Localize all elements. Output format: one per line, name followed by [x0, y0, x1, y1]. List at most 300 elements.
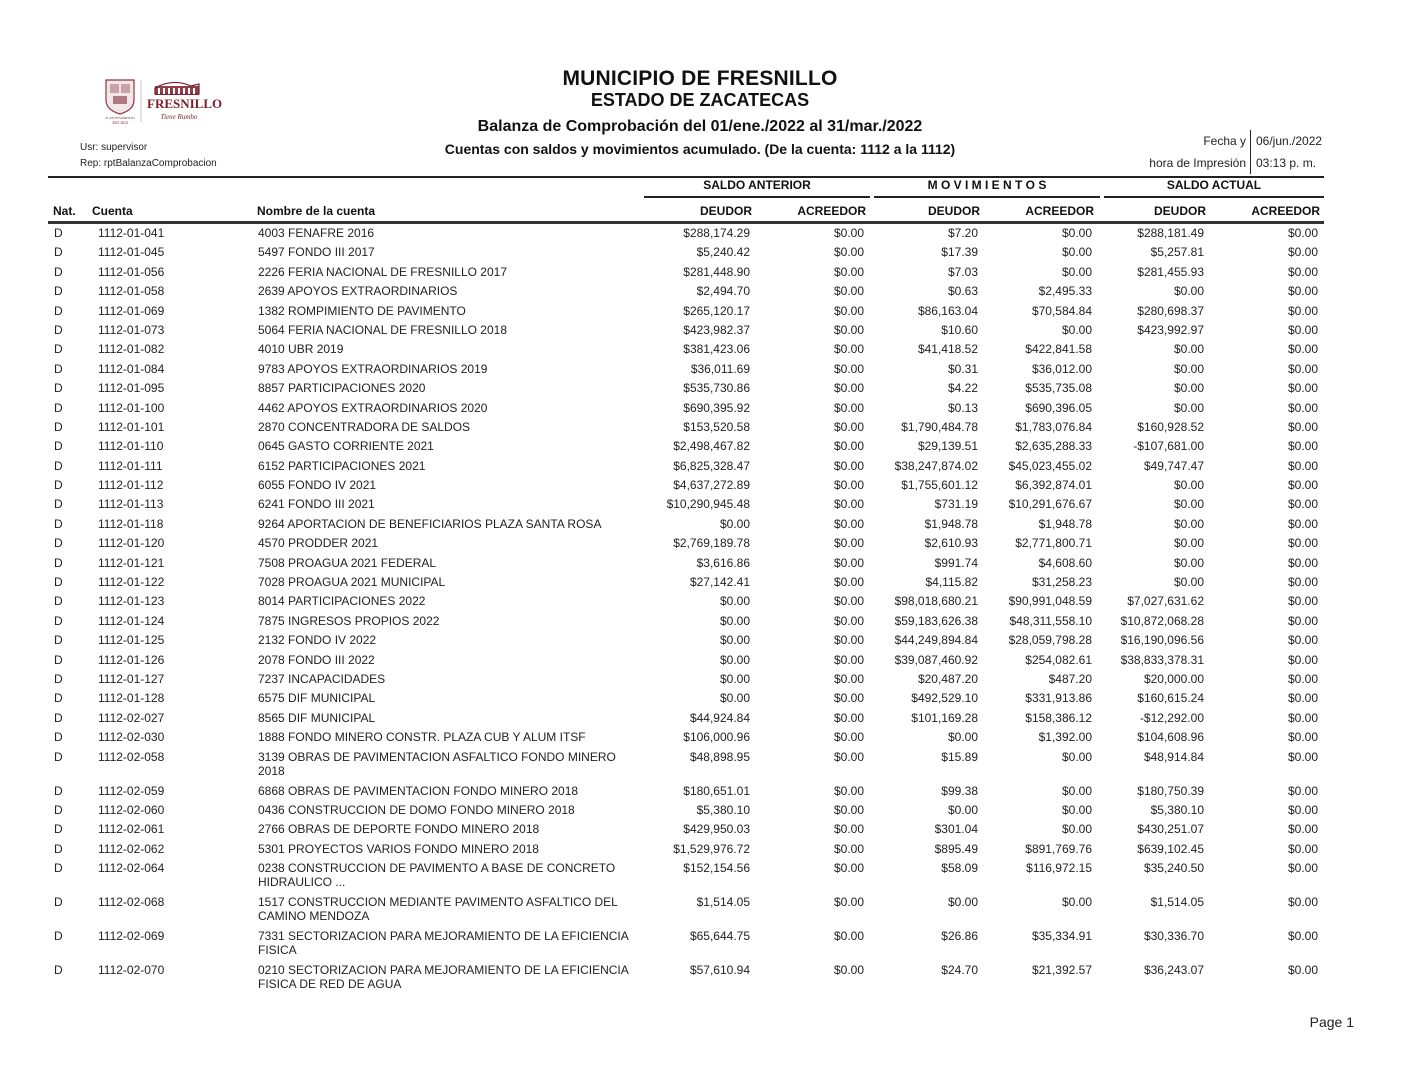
movement-credit: $1,948.78 [1038, 516, 1092, 531]
prev-balance-credit: $0.00 [833, 381, 864, 396]
page-title: MUNICIPIO DE FRESNILLO [562, 67, 838, 90]
table-row [48, 226, 1318, 245]
group-saldo-anterior: SALDO ANTERIOR [703, 178, 811, 192]
prev-balance-credit: $0.00 [833, 458, 864, 473]
movement-debit: $39,087,460.92 [894, 652, 978, 667]
current-balance-debit: $0.00 [1173, 497, 1204, 512]
current-balance-credit: $0.00 [1287, 652, 1318, 667]
nat-cell: D [54, 361, 63, 376]
account-code: 1112-02-062 [98, 841, 165, 856]
prev-balance-debit: $180,651.01 [683, 783, 750, 798]
movement-credit: $891,769.76 [1025, 841, 1092, 856]
account-code: 1112-01-111 [98, 458, 163, 473]
current-balance-debit: $5,380.10 [1150, 802, 1204, 817]
current-balance-credit: $0.00 [1287, 284, 1318, 299]
movement-debit: $7.20 [947, 226, 978, 240]
prev-balance-credit: $0.00 [833, 400, 864, 415]
prev-balance-credit: $0.00 [833, 861, 864, 876]
account-code: 1112-01-110 [98, 439, 164, 454]
movement-debit: $0.63 [947, 284, 978, 299]
table-row [48, 803, 1318, 822]
nat-cell: D [54, 226, 63, 240]
table-row [48, 497, 1318, 516]
nat-cell: D [54, 652, 63, 667]
account-name: 8014 PARTICIPACIONES 2022 [258, 594, 426, 609]
movement-debit: $99.38 [941, 783, 978, 798]
movement-debit: $991.74 [934, 555, 978, 570]
account-code: 1112-01-124 [98, 613, 165, 628]
account-code: 1112-01-118 [98, 516, 164, 531]
prev-balance-debit: $2,494.70 [696, 284, 750, 299]
movement-debit: $1,790,484.78 [901, 419, 978, 434]
account-name: 5497 FONDO III 2017 [258, 245, 375, 260]
account-name: 6055 FONDO IV 2021 [258, 478, 377, 493]
nat-cell: D [54, 671, 63, 686]
current-balance-debit: -$107,681.00 [1133, 439, 1204, 454]
current-balance-credit: $0.00 [1287, 516, 1318, 531]
current-balance-debit: $104,608.96 [1137, 730, 1204, 745]
account-code: 1112-02-030 [98, 730, 165, 745]
movement-credit: $2,771,800.71 [1015, 536, 1092, 551]
group-divider [874, 196, 1100, 198]
nat-cell: D [54, 478, 63, 493]
current-balance-credit: $0.00 [1287, 400, 1318, 415]
account-code: 1112-02-070 [98, 963, 165, 978]
movement-credit: $4,608.60 [1038, 555, 1092, 570]
current-balance-credit: $0.00 [1287, 963, 1318, 978]
movement-debit: $4,115.82 [925, 575, 978, 590]
nat-cell: D [54, 633, 63, 648]
current-balance-credit: $0.00 [1287, 264, 1318, 279]
account-code: 1112-01-128 [98, 691, 165, 706]
current-balance-credit: $0.00 [1287, 322, 1318, 337]
current-balance-credit: $0.00 [1287, 458, 1318, 473]
prev-balance-credit: $0.00 [833, 419, 864, 434]
prev-balance-credit: $0.00 [833, 802, 864, 817]
nat-cell: D [54, 536, 63, 551]
current-balance-debit: $36,243.07 [1143, 963, 1204, 978]
municipal-logo [103, 76, 227, 126]
prev-balance-credit: $0.00 [833, 633, 864, 648]
movement-credit: $422,841.58 [1025, 342, 1092, 357]
prev-balance-debit: $690,395.92 [683, 400, 750, 415]
movement-credit: $1,783,076.84 [1015, 419, 1092, 434]
nat-cell: D [54, 749, 63, 764]
movement-debit: $10.60 [941, 322, 978, 337]
current-balance-debit: $430,251.07 [1137, 822, 1204, 837]
table-row [48, 342, 1318, 361]
account-name: 2226 FERIA NACIONAL DE FRESNILLO 2017 [258, 264, 507, 279]
account-code: 1112-01-058 [98, 284, 165, 299]
nat-cell: D [54, 400, 63, 415]
nat-cell: D [54, 861, 63, 876]
prev-balance-debit: $429,950.03 [683, 822, 750, 837]
prev-balance-credit: $0.00 [833, 497, 864, 512]
prev-balance-credit: $0.00 [833, 555, 864, 570]
prev-balance-credit: $0.00 [833, 841, 864, 856]
current-balance-debit: $0.00 [1173, 516, 1204, 531]
current-balance-debit: $288,181.49 [1137, 226, 1204, 240]
table-row [48, 895, 1318, 929]
prev-balance-debit: $27,142.41 [689, 575, 750, 590]
movement-debit: $0.00 [947, 895, 978, 910]
movement-debit: $731.19 [934, 497, 978, 512]
prev-balance-credit: $0.00 [833, 749, 864, 764]
movement-credit: $116,972.15 [1026, 861, 1092, 876]
current-balance-credit: $0.00 [1287, 439, 1318, 454]
account-name: 7331 SECTORIZACION PARA MEJORAMIENTO DE LA EFICIENCIA FISICA [258, 929, 629, 958]
movement-debit: $26.86 [941, 929, 978, 944]
movement-credit: $0.00 [1061, 822, 1092, 837]
group-divider [1104, 196, 1324, 198]
current-balance-debit: $639,102.45 [1137, 841, 1204, 856]
table-row [48, 691, 1318, 710]
nat-cell: D [54, 594, 63, 609]
prev-balance-debit: $106,000.96 [683, 730, 750, 745]
prev-balance-credit: $0.00 [833, 439, 864, 454]
prev-balance-credit: $0.00 [833, 783, 864, 798]
current-balance-debit: $38,833,378.31 [1120, 652, 1204, 667]
table-row [48, 304, 1318, 323]
prev-balance-debit: $535,730.86 [683, 381, 750, 396]
prev-balance-credit: $0.00 [833, 284, 864, 299]
movement-credit: $2,495.33 [1038, 284, 1092, 299]
movement-credit: $21,392.57 [1031, 963, 1092, 978]
prev-balance-credit: $0.00 [833, 671, 864, 686]
nat-cell: D [54, 458, 63, 473]
nat-cell: D [54, 264, 63, 279]
current-balance-debit: $180,750.39 [1137, 783, 1204, 798]
current-balance-debit: $160,928.52 [1137, 419, 1204, 434]
nat-cell: D [54, 822, 63, 837]
current-balance-credit: $0.00 [1287, 361, 1318, 376]
movement-credit: $158,386.12 [1025, 710, 1092, 725]
col-nat: Nat. [53, 204, 76, 218]
current-balance-debit: $423,992.97 [1137, 322, 1204, 337]
movement-debit: $44,249,894.84 [894, 633, 978, 648]
account-code: 1112-01-101 [98, 419, 165, 434]
account-code: 1112-01-045 [98, 245, 165, 260]
logo-graphic [103, 76, 227, 126]
print-date: 06/jun./2022 [1250, 130, 1322, 152]
movement-credit: $0.00 [1061, 322, 1092, 337]
table-row [48, 575, 1318, 594]
prev-balance-credit: $0.00 [833, 929, 864, 944]
account-name: 2078 FONDO III 2022 [258, 652, 375, 667]
table-row [48, 245, 1318, 264]
prev-balance-credit: $0.00 [833, 691, 864, 706]
nat-cell: D [54, 381, 63, 396]
movement-debit: $895.49 [934, 841, 978, 856]
current-balance-debit: $20,000.00 [1143, 671, 1204, 686]
account-code: 1112-01-041 [98, 226, 165, 240]
prev-balance-debit: $44,924.84 [689, 710, 750, 725]
account-name: 2639 APOYOS EXTRAORDINARIOS [258, 284, 458, 299]
prev-balance-debit: $2,498,467.82 [673, 439, 750, 454]
account-name: 6575 DIF MUNICIPAL [258, 691, 376, 706]
account-code: 1112-02-061 [98, 822, 165, 837]
current-balance-credit: $0.00 [1287, 419, 1318, 434]
nat-cell: D [54, 613, 63, 628]
prev-balance-debit: $0.00 [719, 594, 750, 609]
current-balance-debit: $30,336.70 [1143, 929, 1204, 944]
table-row [48, 594, 1318, 613]
table-row [48, 556, 1318, 575]
current-balance-credit: $0.00 [1287, 730, 1318, 745]
current-balance-credit: $0.00 [1287, 245, 1318, 260]
table-row [48, 284, 1318, 303]
nat-cell: D [54, 841, 63, 856]
account-name: 5301 PROYECTOS VARIOS FONDO MINERO 2018 [258, 841, 539, 856]
nat-cell: D [54, 895, 63, 910]
accounts-table [48, 226, 1318, 997]
table-row [48, 929, 1318, 963]
prev-balance-debit: $0.00 [719, 671, 750, 686]
account-name: 0436 CONSTRUCCION DE DOMO FONDO MINERO 2018 [258, 802, 575, 817]
nat-cell: D [54, 691, 63, 706]
account-name: 6868 OBRAS DE PAVIMENTACION FONDO MINERO 2018 [258, 783, 579, 798]
movement-debit: $492,529.10 [911, 691, 978, 706]
prev-balance-debit: $153,520.58 [683, 419, 750, 434]
table-row [48, 420, 1318, 439]
account-code: 1112-01-121 [98, 555, 165, 570]
movement-debit: $98,018,680.21 [894, 594, 978, 609]
account-code: 1112-01-095 [98, 381, 165, 396]
prev-balance-debit: $1,529,976.72 [673, 841, 750, 856]
nat-cell: D [54, 245, 63, 260]
account-name: 2766 OBRAS DE DEPORTE FONDO MINERO 2018 [258, 822, 540, 837]
prev-balance-credit: $0.00 [833, 536, 864, 551]
movement-debit: $1,948.78 [924, 516, 978, 531]
movement-debit: $59,183,626.38 [894, 613, 978, 628]
current-balance-credit: $0.00 [1287, 381, 1318, 396]
account-name: 4570 PRODDER 2021 [258, 536, 379, 551]
movement-debit: $17.39 [941, 245, 978, 260]
prev-balance-debit: $0.00 [719, 516, 750, 531]
prev-balance-credit: $0.00 [833, 303, 864, 318]
prev-balance-credit: $0.00 [833, 361, 864, 376]
current-balance-credit: $0.00 [1287, 802, 1318, 817]
account-code: 1112-01-100 [98, 400, 165, 415]
current-balance-credit: $0.00 [1287, 841, 1318, 856]
table-row [48, 362, 1318, 381]
prev-balance-debit: $0.00 [719, 633, 750, 648]
movement-credit: $2,635,288.33 [1015, 439, 1092, 454]
movement-debit: $2,610.93 [924, 536, 978, 551]
table-row [48, 517, 1318, 536]
account-name: 0210 SECTORIZACION PARA MEJORAMIENTO DE LA EFICIENCIA FISICA DE RED DE AGUA [258, 963, 629, 992]
movement-credit: $70,584.84 [1031, 303, 1092, 318]
table-row [48, 963, 1318, 997]
account-name: 4003 FENAFRE 2016 [258, 226, 375, 240]
table-row [48, 711, 1318, 730]
movement-credit: $36,012.00 [1031, 361, 1092, 376]
table-row [48, 653, 1318, 672]
current-balance-debit: $0.00 [1173, 555, 1204, 570]
prev-balance-credit: $0.00 [833, 822, 864, 837]
prev-balance-credit: $0.00 [833, 478, 864, 493]
account-code: 1112-01-069 [98, 303, 165, 318]
prev-balance-credit: $0.00 [833, 342, 864, 357]
table-row [48, 401, 1318, 420]
movement-credit: $10,291,676.67 [1008, 497, 1092, 512]
current-balance-credit: $0.00 [1287, 226, 1318, 240]
account-name: 8565 DIF MUNICIPAL [258, 710, 376, 725]
current-balance-credit: $0.00 [1287, 536, 1318, 551]
movement-credit: $1,392.00 [1038, 730, 1092, 745]
account-code: 1112-01-084 [98, 361, 165, 376]
table-row [48, 439, 1318, 458]
current-balance-credit: $0.00 [1287, 710, 1318, 725]
current-balance-debit: $0.00 [1173, 478, 1204, 493]
current-balance-debit: $281,455.93 [1137, 264, 1204, 279]
prev-balance-credit: $0.00 [833, 264, 864, 279]
current-balance-debit: $0.00 [1173, 342, 1204, 357]
movement-debit: $24.70 [941, 963, 978, 978]
account-name: 1382 ROMPIMIENTO DE PAVIMENTO [258, 303, 466, 318]
prev-balance-debit: $5,380.10 [696, 802, 750, 817]
prev-balance-credit: $0.00 [833, 730, 864, 745]
movement-credit: $535,735.08 [1025, 381, 1092, 396]
current-balance-credit: $0.00 [1287, 342, 1318, 357]
col-cuenta: Cuenta [92, 204, 133, 218]
table-row [48, 478, 1318, 497]
table-row [48, 381, 1318, 400]
table-row [48, 459, 1318, 478]
prev-balance-debit: $288,174.29 [683, 226, 750, 240]
movement-debit: $0.13 [947, 400, 978, 415]
nat-cell: D [54, 497, 63, 512]
report-title: Balanza de Comprobación del 01/ene./2022 al 31/mar./2022 [477, 118, 923, 135]
account-name: 6241 FONDO III 2021 [258, 497, 375, 512]
prev-balance-debit: $0.00 [719, 691, 750, 706]
prev-balance-debit: $57,610.94 [689, 963, 750, 978]
prev-balance-debit: $152,154.56 [683, 861, 750, 876]
account-name: 7508 PROAGUA 2021 FEDERAL [258, 555, 437, 570]
movement-credit: $0.00 [1061, 226, 1092, 240]
account-code: 1112-02-059 [98, 783, 165, 798]
current-balance-debit: $280,698.37 [1137, 303, 1204, 318]
movement-debit: $38,247,874.02 [894, 458, 978, 473]
print-date-label: Fecha y [1203, 134, 1246, 148]
current-balance-credit: $0.00 [1287, 575, 1318, 590]
current-balance-debit: $1,514.05 [1150, 895, 1204, 910]
account-name: 9783 APOYOS EXTRAORDINARIOS 2019 [258, 361, 488, 376]
movement-debit: $58.09 [941, 861, 978, 876]
current-balance-credit: $0.00 [1287, 478, 1318, 493]
account-code: 1112-01-122 [98, 575, 165, 590]
nat-cell: D [54, 575, 63, 590]
group-movimientos: M O V I M I E N T O S [927, 178, 1047, 192]
prev-balance-debit: $5,240.42 [696, 245, 750, 260]
current-balance-credit: $0.00 [1287, 929, 1318, 944]
print-info [1136, 130, 1322, 174]
page-subtitle: ESTADO DE ZACATECAS [590, 90, 810, 110]
page-number: Page 1 [1309, 1014, 1354, 1030]
account-name: 2132 FONDO IV 2022 [258, 633, 377, 648]
current-balance-debit: $160,615.24 [1137, 691, 1204, 706]
movement-credit: $90,991,048.59 [1008, 594, 1092, 609]
movement-debit: $41,418.52 [917, 342, 978, 357]
prev-balance-debit: $3,616.86 [696, 555, 750, 570]
movement-debit: $4.22 [947, 381, 978, 396]
movement-credit: $0.00 [1061, 895, 1092, 910]
account-name: 1517 CONSTRUCCION MEDIANTE PAVIMENTO ASFALTICO DEL CAMINO MENDOZA [258, 895, 618, 924]
account-name: 4462 APOYOS EXTRAORDINARIOS 2020 [258, 400, 488, 415]
report-titles [380, 68, 1020, 157]
report-name-label: Rep: rptBalanzaComprobacion [80, 158, 217, 169]
movement-credit: $690,396.05 [1025, 400, 1092, 415]
current-balance-debit: $49,747.47 [1143, 458, 1204, 473]
current-balance-credit: $0.00 [1287, 633, 1318, 648]
current-balance-credit: $0.00 [1287, 691, 1318, 706]
user-label: Usr: supervisor [80, 142, 148, 153]
account-name: 0238 CONSTRUCCION DE PAVIMENTO A BASE DE CONCRETO HIDRAULICO ... [258, 861, 616, 890]
svg-text:2021-2024: 2021-2024 [112, 121, 128, 125]
current-balance-debit: -$12,292.00 [1139, 710, 1204, 725]
prev-balance-debit: $265,120.17 [683, 303, 750, 318]
movement-credit: $254,082.61 [1025, 652, 1092, 667]
current-balance-credit: $0.00 [1287, 555, 1318, 570]
nat-cell: D [54, 284, 63, 299]
current-balance-credit: $0.00 [1287, 613, 1318, 628]
movement-debit: $0.31 [947, 361, 978, 376]
prev-balance-debit: $10,290,945.48 [666, 497, 750, 512]
movement-credit: $0.00 [1061, 802, 1092, 817]
account-code: 1112-01-112 [98, 478, 164, 493]
current-balance-credit: $0.00 [1287, 497, 1318, 512]
account-code: 1112-01-113 [98, 497, 164, 512]
nat-cell: D [54, 783, 63, 798]
prev-balance-credit: $0.00 [833, 516, 864, 531]
movement-credit: $48,311,558.10 [1009, 613, 1092, 628]
svg-text:Tiene Rumbo: Tiene Rumbo [160, 113, 198, 121]
nat-cell: D [54, 963, 63, 978]
account-code: 1112-02-068 [98, 895, 165, 910]
current-balance-credit: $0.00 [1287, 303, 1318, 318]
prev-balance-credit: $0.00 [833, 575, 864, 590]
account-code: 1112-02-060 [98, 802, 165, 817]
account-code: 1112-01-056 [98, 264, 165, 279]
nat-cell: D [54, 730, 63, 745]
account-code: 1112-01-126 [98, 652, 165, 667]
account-code: 1112-02-027 [98, 710, 165, 725]
prev-balance-credit: $0.00 [833, 226, 864, 240]
movement-credit: $487.20 [1048, 671, 1092, 686]
account-code: 1112-02-058 [98, 749, 165, 764]
current-balance-credit: $0.00 [1287, 861, 1318, 876]
current-balance-debit: $5,257.81 [1150, 245, 1204, 260]
prev-balance-credit: $0.00 [833, 245, 864, 260]
movement-credit: $0.00 [1061, 749, 1092, 764]
nat-cell: D [54, 710, 63, 725]
account-code: 1112-02-069 [98, 929, 165, 944]
movement-debit: $1,755,601.12 [901, 478, 978, 493]
movement-debit: $20,487.20 [917, 671, 978, 686]
prev-balance-credit: $0.00 [833, 594, 864, 609]
prev-balance-debit: $281,448.90 [683, 264, 750, 279]
account-code: 1112-02-064 [98, 861, 165, 876]
account-name: 7028 PROAGUA 2021 MUNICIPAL [258, 575, 446, 590]
current-balance-debit: $0.00 [1173, 284, 1204, 299]
table-row [48, 323, 1318, 342]
nat-cell: D [54, 802, 63, 817]
current-balance-debit: $0.00 [1173, 400, 1204, 415]
col-nombre: Nombre de la cuenta [257, 204, 376, 218]
table-row [48, 265, 1318, 284]
prev-balance-debit: $381,423.06 [683, 342, 750, 357]
current-balance-credit: $0.00 [1287, 895, 1318, 910]
